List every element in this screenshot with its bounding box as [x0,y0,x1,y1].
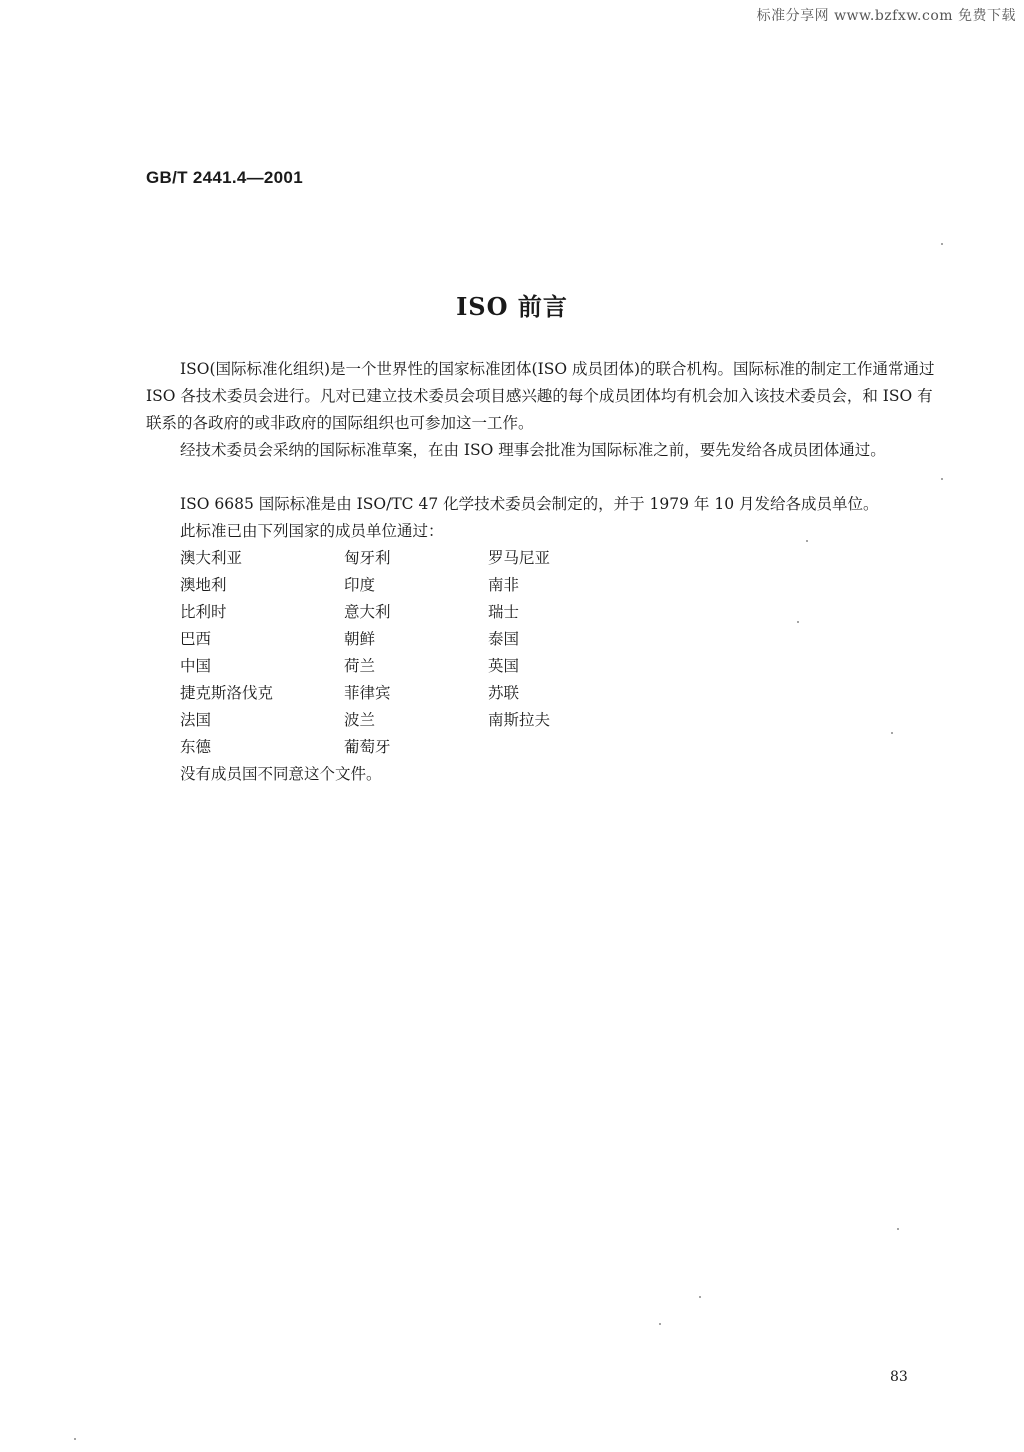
country-name: 苏联 [488,684,520,702]
watermark-text: 标准分享网 www.bzfxw.com 免费下载 [756,8,1016,24]
scan-speck [941,478,943,480]
scan-speck [797,621,799,623]
country-name: 匈牙利 [344,549,391,567]
country-name: 巴西 [180,630,212,648]
country-row [180,653,660,680]
paragraph-iso-intro: ISO(国际标准化组织)是一个世界性的国家标准团体(ISO 成员团体)的联合机构。国际标准的制定工作通常通过 ISO 各技术委员会进行。凡对已建立技术委员会项目感兴趣的每个成员团体均有机会加入该技术委员会，和 ISO 有联系的各政府的或非政府的国际组织也可参加这一工作。 [146,360,935,432]
country-name: 东德 [180,738,212,756]
page-number: 83 [890,1369,908,1385]
country-row [180,680,660,707]
country-row [180,734,660,761]
country-name: 英国 [488,657,520,675]
country-row [180,545,660,572]
country-name: 菲律宾 [344,684,391,702]
country-row [180,599,660,626]
page-title: ISO 前言 [456,292,568,321]
paragraph-approval-list-intro: 此标准已由下列国家的成员单位通过： [180,522,444,540]
scan-speck [806,540,808,542]
scan-speck [659,1323,661,1325]
paragraph-iso-6685: ISO 6685 国际标准是由 ISO/TC 47 化学技术委员会制定的，并于 1979 年 10 月发给各成员单位。 [180,495,879,513]
country-name: 中国 [180,657,212,675]
country-list [180,545,660,761]
country-name: 南非 [488,576,520,594]
scan-speck [891,732,893,734]
scan-speck [699,1296,701,1298]
country-name: 澳大利亚 [180,549,243,567]
country-name: 波兰 [344,711,376,729]
country-name: 泰国 [488,630,520,648]
country-name: 印度 [344,576,376,594]
scan-speck [897,1228,899,1230]
scan-speck [941,243,943,245]
country-name: 法国 [180,711,212,729]
country-name: 葡萄牙 [344,738,391,756]
conclusion-text: 没有成员国不同意这个文件。 [180,765,382,783]
country-name: 捷克斯洛伐克 [180,684,274,702]
country-name: 瑞士 [488,603,520,621]
scan-speck [74,1438,76,1440]
paragraph-draft-approval: 经技术委员会采纳的国际标准草案，在由 ISO 理事会批准为国际标准之前，要先发给各成员团体通过。 [180,441,886,459]
country-name: 意大利 [344,603,391,621]
country-name: 罗马尼亚 [488,549,551,567]
country-name [488,734,648,761]
country-name: 荷兰 [344,657,376,675]
country-name: 澳地利 [180,576,227,594]
country-name: 比利时 [180,603,227,621]
country-row [180,707,660,734]
country-name: 朝鲜 [344,630,376,648]
country-name: 南斯拉夫 [488,711,551,729]
country-row [180,572,660,599]
country-row [180,626,660,653]
standard-number: GB/T 2441.4—2001 [146,168,303,187]
